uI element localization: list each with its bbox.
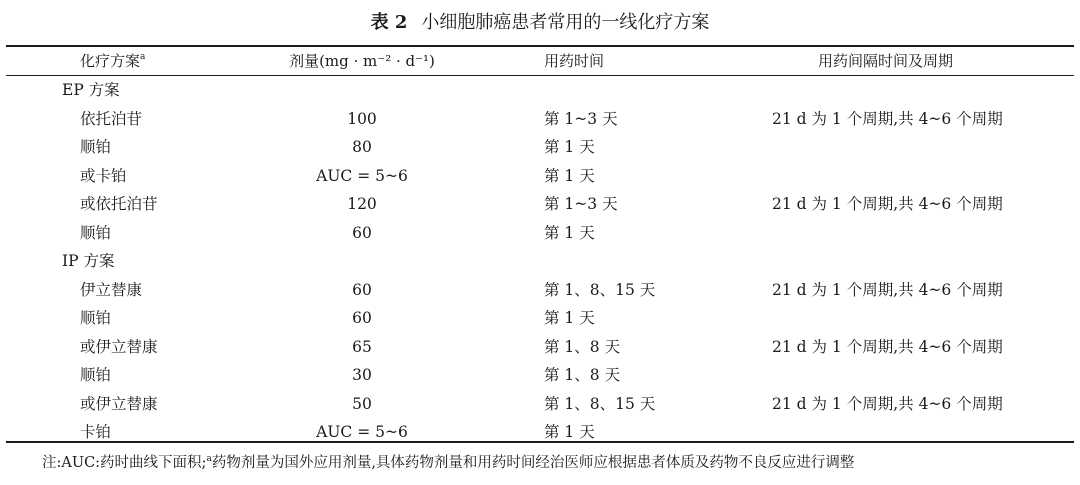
header-regimen-label: 化疗方案 (80, 52, 141, 70)
cycle-cell: 21 d 为 1 个周期,共 4~6 个周期 (772, 337, 1003, 356)
time-cell: 第 1~3 天 (544, 109, 618, 128)
table-note (42, 452, 854, 474)
note-text: 药物剂量为国外应用剂量,具体药物剂量和用药时间经治医师应根据患者体质及药物不良反应进行调整 (211, 455, 855, 471)
header-regimen-footnote-mark: a (140, 52, 146, 62)
dose-cell: 60 (352, 223, 372, 242)
note-footnote-mark: a (206, 454, 212, 464)
regimen-cell: 或卡铂 (80, 166, 127, 185)
regimen-cell: 或伊立替康 (80, 394, 158, 413)
regimen-cell: 顺铂 (80, 309, 112, 327)
table-row (0, 219, 1080, 247)
table-row (0, 333, 1080, 361)
header-cycle: 用药间隔时间及周期 (818, 52, 954, 70)
time-cell: 第 1 天 (544, 223, 595, 242)
regimen-cell: 或伊立替康 (80, 337, 158, 356)
dose-cell: 65 (352, 337, 372, 356)
table-title-text: 小细胞肺癌患者常用的一线化疗方案 (421, 12, 710, 33)
cycle-cell: 21 d 为 1 个周期,共 4~6 个周期 (772, 394, 1003, 413)
table-row (0, 276, 1080, 304)
table-group-row (0, 247, 1080, 275)
dose-cell: 60 (352, 309, 372, 327)
dose-cell: 80 (352, 138, 372, 156)
regimen-cell: 顺铂 (80, 223, 112, 242)
dose-cell: AUC = 5~6 (316, 423, 408, 441)
bottom-rule (6, 441, 1074, 443)
regimen-cell: 卡铂 (80, 423, 112, 441)
regimen-cell: 依托泊苷 (80, 109, 143, 128)
time-cell: 第 1 天 (544, 423, 595, 441)
regimen-cell: 或依托泊苷 (80, 195, 158, 213)
regimen-cell: EP 方案 (62, 81, 120, 99)
time-cell: 第 1、8 天 (544, 337, 621, 356)
table-row (0, 304, 1080, 332)
time-cell: 第 1、8、15 天 (544, 280, 656, 299)
dose-cell: 120 (347, 195, 377, 213)
cycle-cell: 21 d 为 1 个周期,共 4~6 个周期 (772, 280, 1003, 299)
table-number: 表 2 (370, 12, 408, 33)
dose-cell: AUC = 5~6 (316, 166, 408, 185)
dose-cell: 30 (352, 366, 372, 384)
table-row (0, 190, 1080, 218)
dose-cell: 60 (352, 280, 372, 299)
table-title (0, 10, 1080, 36)
regimen-cell: 顺铂 (80, 138, 112, 156)
time-cell: 第 1 天 (544, 309, 595, 327)
header-regimen (80, 47, 145, 75)
time-cell: 第 1、8 天 (544, 366, 621, 384)
time-cell: 第 1~3 天 (544, 195, 618, 213)
dose-cell: 100 (347, 109, 377, 128)
cycle-cell: 21 d 为 1 个周期,共 4~6 个周期 (772, 109, 1003, 128)
table-row (0, 162, 1080, 190)
table-row (0, 390, 1080, 418)
time-cell: 第 1 天 (544, 138, 595, 156)
regimen-cell: 伊立替康 (80, 280, 143, 299)
dose-cell: 50 (352, 394, 372, 413)
table-row (0, 133, 1080, 161)
cycle-cell: 21 d 为 1 个周期,共 4~6 个周期 (772, 195, 1003, 213)
table-row (0, 361, 1080, 389)
time-cell: 第 1、8、15 天 (544, 394, 656, 413)
regimen-cell: IP 方案 (62, 252, 115, 270)
header-time: 用药时间 (544, 52, 605, 70)
note-abbreviation: 注:AUC:药时曲线下面积; (42, 455, 207, 471)
regimen-cell: 顺铂 (80, 366, 112, 384)
header-dose: 剂量(mg · m⁻² · d⁻¹) (289, 52, 435, 70)
table-row (0, 105, 1080, 133)
table-group-row (0, 76, 1080, 104)
time-cell: 第 1 天 (544, 166, 595, 185)
